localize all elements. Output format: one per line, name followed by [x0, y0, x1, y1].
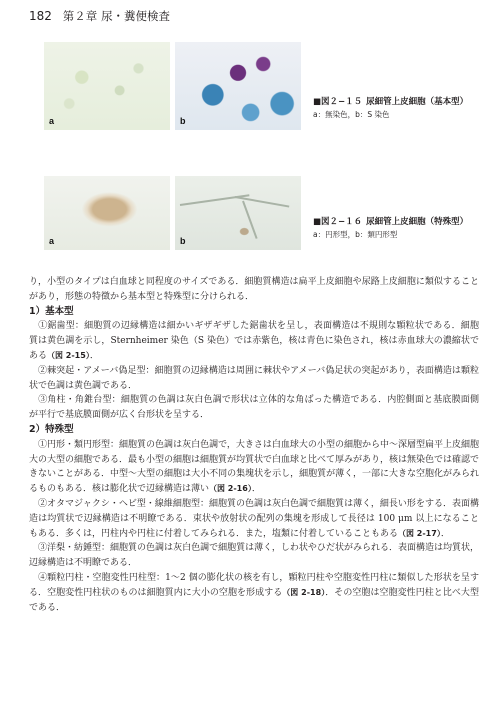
figure-2-16-panel-a: [44, 176, 170, 250]
panel-label: a: [49, 236, 55, 246]
list-item: ②オタマジャクシ・ヘビ型・線維細胞型：細胞質の色調は灰白色調で細胞質は薄く，細長い形をする．表面構造は均質状で辺縁構造は不明瞭である．束状や放射状の配列の集塊を形成して長径は 100 μm 以上になることもある．多くは，円柱内や円柱に付着してみられる．また，塩類に付着していることもある（図 2-17）．: [29, 498, 479, 539]
list-item: ④顆粒円柱・空胞変性円柱型：1～2 個の膨化状の核を有し，顆粒円柱や空胞変性円柱に類似した形状を呈する．空胞変性円柱状のものは細胞質内に大小の空胞を形成する（図 2-18）．その空胞は空胞変性円柱と比べ大型である．: [29, 572, 479, 613]
figure-ref: （図 2-17）: [398, 528, 441, 538]
cell-strand: [242, 201, 258, 239]
page-number: 182: [29, 9, 52, 23]
figure-2-15-caption: [313, 96, 468, 121]
figure-2-15-panel-a: [44, 42, 170, 130]
figure-2-15-panel-b: [175, 42, 301, 130]
paragraph: り，小型のタイプは白血球と同程度のサイズである．細胞質構造は扁平上皮細胞や尿路上皮細胞に類似することがあり，形態の特徴から基本型と特殊型に分けられる．: [29, 277, 479, 302]
body-text: [29, 275, 479, 615]
list-item: ③角柱・角錐台型：細胞質の色調は灰白色調で形状は立体的な角ばった構造である．内腔側面と基底膜面側が平行で基底膜面側が広く台形状を呈する．: [29, 395, 479, 421]
chapter-title: 尿・糞便検査: [101, 9, 171, 23]
panel-label: b: [180, 236, 186, 246]
figure-2-16-panel-b: [175, 176, 301, 250]
figure-2-16-caption: [313, 216, 468, 241]
list-item: ①鋸歯型：細胞質の辺縁構造は細かいギザギザした鋸歯状を呈し，表面構造は不規則な顆粒状である．細胞質は黄色調を示し，Sternheimer 染色（S 染色）では赤紫色，核は青色に染色され，核は赤血球大の濃縮状である（図 2-15）．: [29, 321, 479, 361]
panel-label: a: [49, 116, 55, 126]
page-header: [29, 8, 170, 24]
figure-number: ■図２−１６: [313, 217, 363, 227]
list-item: ②棘突起・アメーバ偽足型：細胞質の辺縁構造は周囲に棘状やアメーバ偽足状の突起があり，表面構造は顆粒状で色調は黄色調である．: [29, 365, 479, 391]
figure-subcaption: a：円形型，b：類円形型: [313, 230, 398, 239]
figure-title: 尿細管上皮細胞（特殊型）: [366, 217, 469, 227]
figure-ref: （図 2-18）: [282, 587, 326, 597]
figure-ref: （図 2-15）: [47, 350, 90, 360]
section-heading: 1）基本型: [29, 305, 74, 317]
figure-subcaption: a：無染色，b：S 染色: [313, 110, 390, 119]
list-item: ③洋梨・紡錘型：細胞質の色調は灰白色調で細胞質は薄く，しわ状やひだ状がみられる．表面構造は均質状，辺縁構造は不明瞭である．: [29, 543, 479, 569]
chapter-number: 第２章: [62, 9, 98, 23]
section-heading: 2）特殊型: [29, 423, 74, 435]
figure-title: 尿細管上皮細胞（基本型）: [366, 97, 469, 107]
figure-number: ■図２−１５: [313, 97, 363, 107]
panel-label: b: [180, 116, 186, 126]
figure-ref: （図 2-16）: [209, 484, 252, 494]
list-item: ①円形・類円形型：細胞質の色調は灰白色調で，大きさは白血球大の小型の細胞から中～深層型扁平上皮細胞大の大型の細胞である．最も小型の細胞は細胞質が均質状で白血球と比べて厚みがあり，核は無染色では確認できないことがある．中型～大型の細胞は大小不同の集塊状を示し，細胞質が薄く，一部に大きな空胞化がみられるものもある．核は膨化状で辺縁構造は薄い（図 2-16）．: [29, 439, 480, 495]
